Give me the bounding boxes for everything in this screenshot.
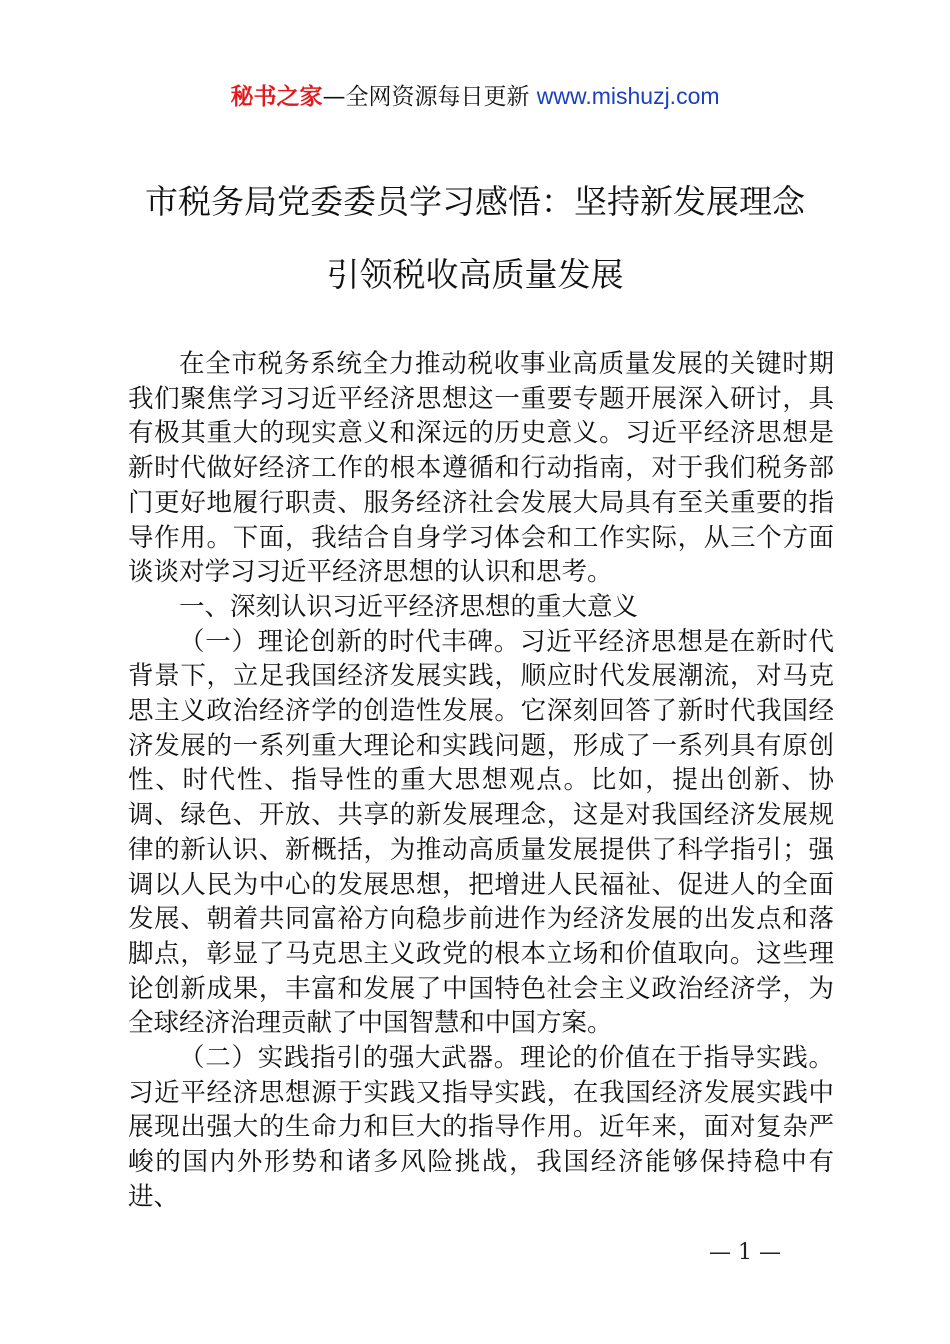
site-header — [0, 80, 950, 113]
intro-paragraph: 在全市税务系统全力推动税收事业高质量发展的关键时期我们聚焦学习习近平经济思想这一重要专题开展深入研讨，具有极其重大的现实意义和深远的历史意义。习近平经济思想是新时代做好经济工作的根本遵循和行动指南，对于我们税务部门更好地履行职责、服务经济社会发展大局具有至关重要的指导作用。下面，我结合自身学习体会和工作实际，从三个方面谈谈对学习习近平经济思想的认识和思考。 — [128, 349, 834, 588]
document-body — [128, 347, 834, 1215]
header-tagline: —全网资源每日更新 — [322, 84, 530, 110]
brand-name: 秘书之家 — [230, 84, 323, 110]
document-title — [60, 165, 890, 311]
body-paragraph: （二）实践指引的强大武器。理论的价值在于指导实践。习近平经济思想源于实践又指导实践，在我国经济发展实践中展现出强大的生命力和巨大的指导作用。近年来，面对复杂严峻的国内外形势和诸多风险挑战，我国经济能够保持稳中有进、 — [128, 1043, 834, 1212]
title-line-2: 引领税收高质量发展 — [326, 255, 624, 294]
section-heading: 一、深刻认识习近平经济思想的重大意义 — [179, 591, 639, 622]
title-line-1: 市税务局党委委员学习感悟：坚持新发展理念 — [145, 182, 805, 221]
page-number: — 1 — — [709, 1240, 781, 1265]
body-paragraph: （一）理论创新的时代丰碑。习近平经济思想是在新时代背景下，立足我国经济发展实践，顺应时代发展潮流，对马克思主义政治经济学的创造性发展。它深刻回答了新时代我国经济发展的一系列重大理论和实践问题，形成了一系列具有原创性、时代性、指导性的重大思想观点。比如，提出创新、协调、绿色、开放、共享的新发展理念，这是对我国经济发展规律的新认识、新概括，为推动高质量发展提供了科学指引；强调以人民为中心的发展思想，把增进人民福祉、促进人的全面发展、朝着共同富裕方向稳步前进作为经济发展的出发点和落脚点，彰显了马克思主义政党的根本立场和价值取向。这些理论创新成果，丰富和发展了中国特色社会主义政治经济学，为全球经济治理贡献了中国智慧和中国方案。 — [128, 626, 834, 1039]
site-url[interactable]: www.mishuzj.com — [536, 83, 720, 109]
